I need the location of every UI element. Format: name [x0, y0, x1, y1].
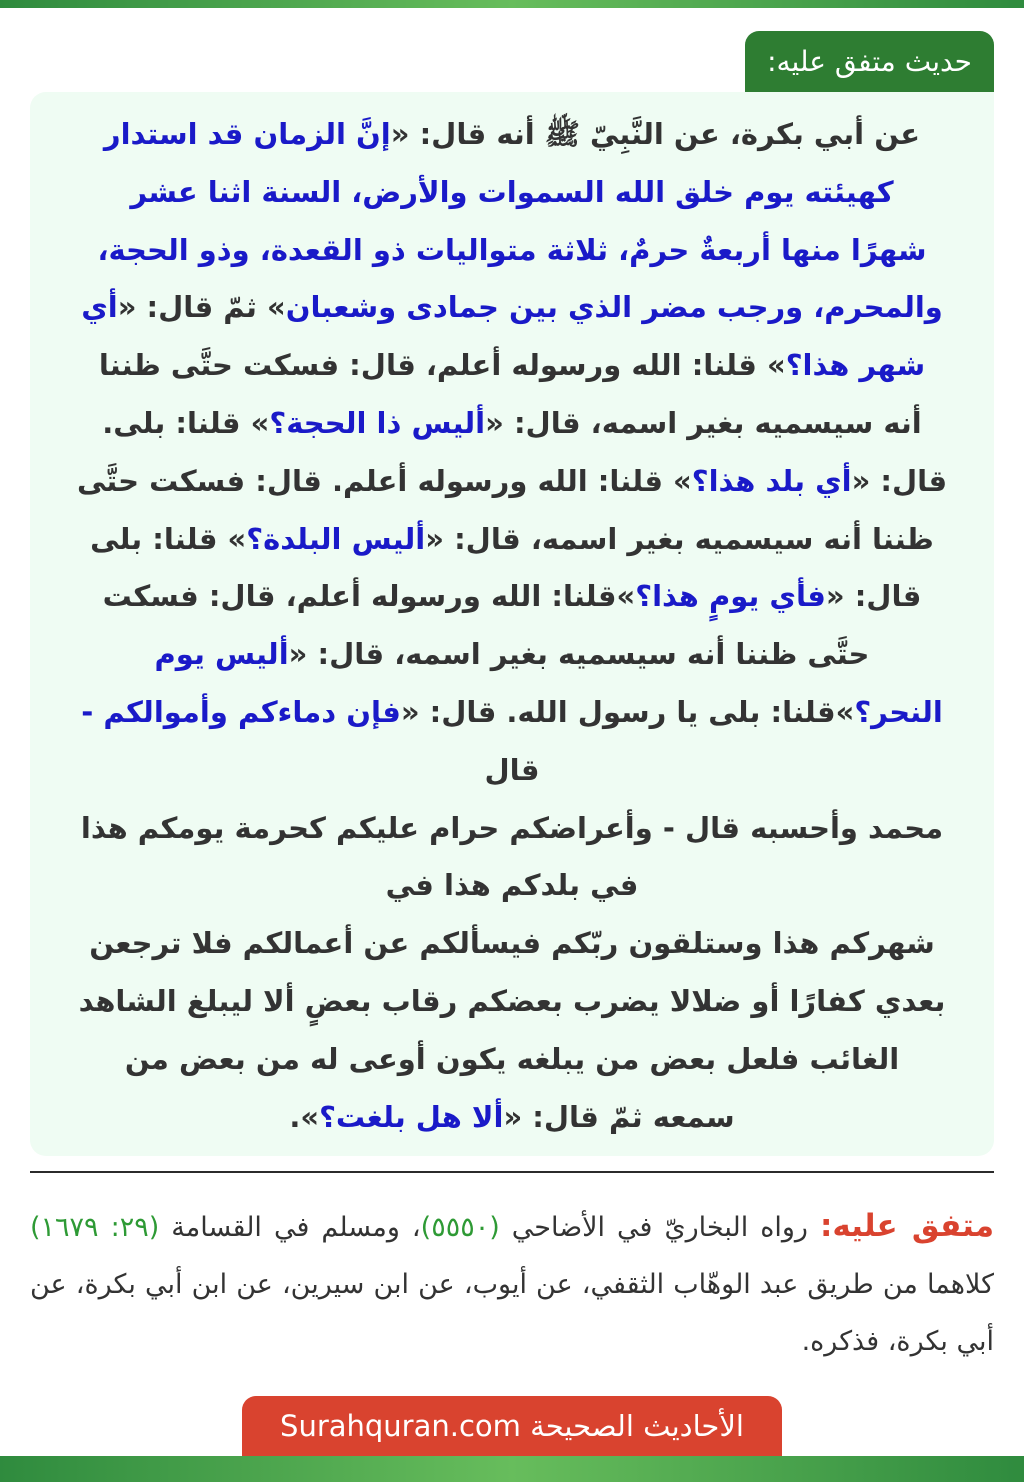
hadith-line	[46, 164, 978, 222]
hadith-narration-segment: » قلنا: بلى	[90, 521, 247, 556]
hadith-line	[46, 222, 978, 280]
hadith-line	[46, 106, 978, 164]
hadith-narration-segment: »قلنا: بلى يا رسول الله. قال: «	[400, 694, 855, 729]
hadith-narration-segment: عن أبي بكرة، عن النَّبِيّ ﷺ أنه قال: «	[390, 117, 921, 151]
hadith-narration-segment: أنه سيسميه بغير اسمه، قال: «	[485, 405, 922, 440]
hadith-narration-segment: »قلنا: الله ورسوله أعلم، قال: فسكت	[102, 579, 636, 614]
source-lead: متفق عليه:	[819, 1208, 995, 1244]
hadith-quote-segment: ألا هل بلغت؟	[319, 1099, 504, 1134]
hadith-quote-segment: والمحرم، ورجب مضر الذي بين جمادى وشعبان	[285, 290, 943, 325]
hadith-line	[46, 1031, 978, 1089]
hadith-quote-segment: فأي يومٍ هذا؟	[635, 579, 826, 614]
hadith-quote-segment: أي بلد هذا؟	[691, 463, 852, 498]
hadith-narration-segment: » ثمّ قال: «	[117, 290, 286, 325]
hadith-quote-segment: أليس يوم	[154, 637, 289, 672]
hadith-quote-segment: النحر؟	[854, 694, 943, 729]
hadith-line	[46, 800, 978, 858]
hadith-narration-segment: بعدي كفارًا أو ضلالا يضرب بعضكم رقاب بعضٍ ألا ليبلغ الشاهد	[78, 983, 946, 1018]
hadith-narration-segment: » قلنا: الله ورسوله أعلم. قال: فسكت حتَّى	[76, 463, 692, 498]
hadith-narration-segment: محمد وأحسبه قال - وأعراضكم حرام عليكم كحرمة يومكم هذا	[80, 810, 944, 845]
hadith-narration-segment: قال: «	[851, 463, 948, 498]
source-text-1: رواه البخاريّ في الأضاحي	[499, 1212, 820, 1243]
source-note	[30, 1198, 994, 1370]
hadith-narration-segment: الغائب فلعل بعض من يبلغه يكون أوعى له من بعض من	[124, 1041, 900, 1076]
hadith-narration-segment: شهركم هذا وستلقون ربّكم فيسألكم عن أعمالكم فلا ترجعن	[89, 926, 935, 961]
hadith-quote-segment: كهيئته يوم خلق الله السموات والأرض، السنة اثنا عشر	[130, 174, 894, 209]
site-badge[interactable]: الأحاديث الصحيحة Surahquran.com	[242, 1396, 782, 1456]
hadith-narration-segment: » قلنا: الله ورسوله أعلم، قال: فسكت حتَّى ظننا	[98, 348, 786, 383]
hadith-line	[46, 279, 978, 337]
hadith-line	[46, 337, 978, 395]
hadith-text	[46, 106, 978, 1146]
hadith-line	[46, 453, 978, 511]
muslim-reference: (٢٩: ١٦٧٩)	[30, 1212, 160, 1243]
hadith-line	[46, 626, 978, 684]
source-text-3: كلاهما من طريق عبد الوهّاب الثقفي، عن أيوب، عن ابن سيرين، عن ابن أبي بكرة، عن أبي بكرة، فذكره.	[30, 1269, 994, 1357]
hadith-narration-segment: سمعه ثمّ قال: «	[503, 1099, 735, 1134]
hadith-quote-segment: شهر هذا؟	[785, 348, 926, 383]
hadith-line	[46, 568, 978, 626]
hadith-line	[46, 915, 978, 973]
hadith-narration-segment: قال: «	[825, 579, 922, 614]
hadith-line	[46, 742, 978, 800]
section-divider	[30, 1171, 994, 1173]
hadith-line	[46, 1089, 978, 1147]
hadith-quote-segment: إنَّ الزمان قد استدار	[103, 117, 391, 151]
hadith-narration-segment: قال	[484, 752, 540, 787]
hadith-narration-segment: ظننا أنه سيسميه بغير اسمه، قال: «	[425, 521, 934, 556]
hadith-quote-segment: أليس البلدة؟	[246, 521, 426, 556]
hadith-quote-segment: أليس ذا الحجة؟	[269, 405, 486, 440]
source-text-2: ، ومسلم في القسامة	[159, 1212, 421, 1243]
top-accent-bar	[0, 0, 1024, 8]
hadith-quote-segment: فإن دماءكم وأموالكم -	[81, 694, 401, 729]
hadith-box	[30, 92, 994, 1156]
hadith-narration-segment: ».	[289, 1099, 320, 1134]
hadith-narration-segment: » قلنا: بلى.	[102, 405, 270, 440]
bukhari-reference: (٥٥٥٠)	[420, 1212, 500, 1243]
hadith-line	[46, 511, 978, 569]
hadith-narration-segment: حتَّى ظننا أنه سيسميه بغير اسمه، قال: «	[288, 637, 870, 672]
hadith-quote-segment: شهرًا منها أربعةٌ حرمٌ، ثلاثة متواليات ذو القعدة، وذو الحجة،	[97, 232, 927, 267]
hadith-line	[46, 857, 978, 915]
hadith-narration-segment: في بلدكم هذا في	[385, 868, 639, 903]
bottom-accent-bar	[0, 1456, 1024, 1482]
hadith-line	[46, 684, 978, 742]
hadith-line	[46, 395, 978, 453]
hadith-quote-segment: أي	[81, 290, 118, 325]
hadith-line	[46, 973, 978, 1031]
hadith-label-tab: حديث متفق عليه:	[745, 31, 994, 93]
